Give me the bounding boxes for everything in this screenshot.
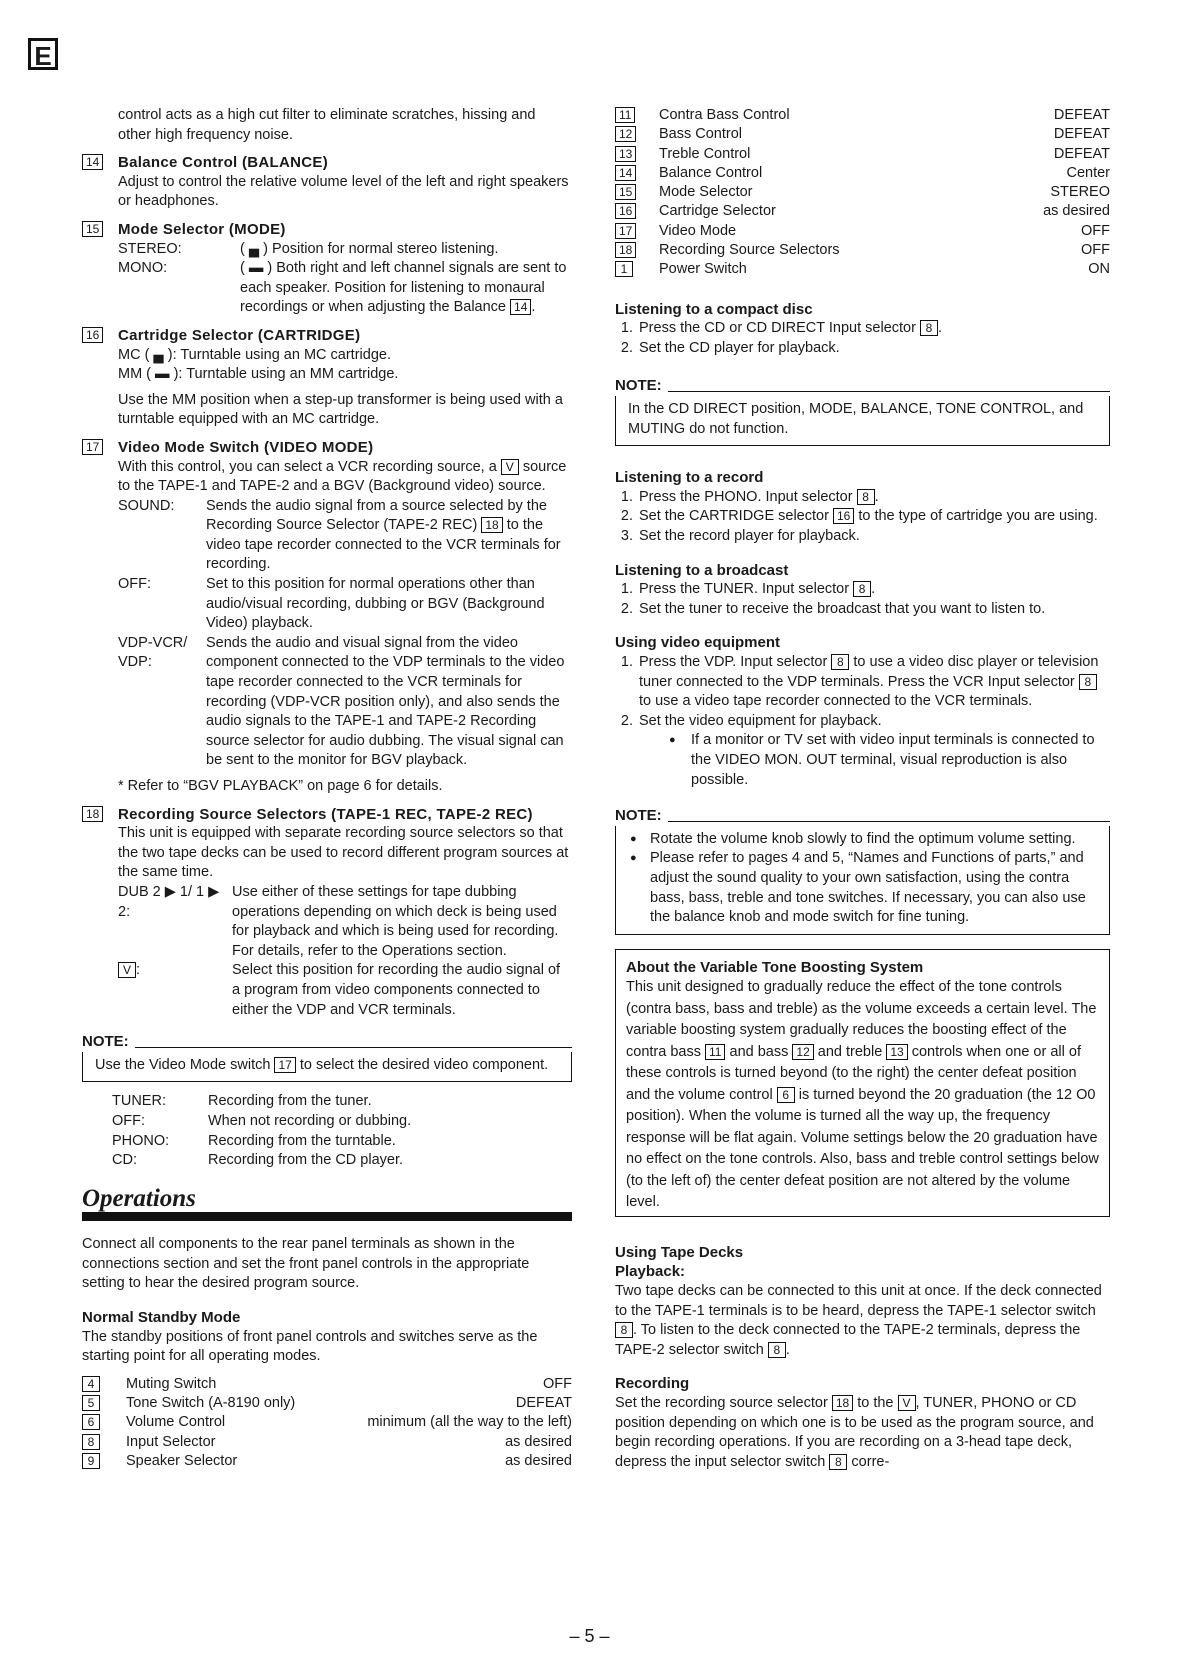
source-key: TUNER: bbox=[112, 1093, 166, 1110]
source-row bbox=[112, 1092, 572, 1112]
note-label-row bbox=[615, 376, 1110, 396]
text-part: , TUNER, PHONO or CD position depending on which one is to be used as the program source, and begin recording operations. If you are recording on a 3-head tape deck, depress the input selector switch bbox=[615, 1394, 1094, 1470]
item-number: 14 bbox=[615, 165, 636, 181]
section-text: Use the MM position when a step-up transformer is being used with a turntable equipped with an MC cartridge. bbox=[118, 391, 563, 428]
ref-number: 14 bbox=[510, 299, 531, 315]
v-box: V bbox=[898, 1395, 916, 1411]
bullet-item: ● If a monitor or TV set with video input terminals is connected to the VIDEO MON. OUT terminal, visual reproduction is also possible. bbox=[689, 731, 1110, 790]
step-text: . bbox=[937, 320, 942, 337]
step-text: Set the video equipment for playback. bbox=[639, 712, 882, 729]
option-row bbox=[118, 575, 572, 634]
recording-text bbox=[615, 1394, 1110, 1472]
recording-heading: Recording bbox=[615, 1375, 690, 1393]
step bbox=[637, 507, 1110, 527]
control-label: Video Mode bbox=[659, 222, 737, 239]
control-label: Tone Switch (A-8190 only) bbox=[126, 1395, 296, 1412]
step-text: to use a video disc player or television tuner connected to the VDP terminals. Press the VCR Input selector bbox=[639, 653, 1099, 690]
item-number: 15 bbox=[615, 184, 636, 200]
option-value: Use either of these settings for tape dubbing operations depending on which deck is being used for playback and which is being used for recording. For details, refer to the Operations section. bbox=[232, 883, 559, 959]
ref-number: 8 bbox=[1079, 674, 1097, 690]
step: 2. Set the CD player for playback. bbox=[637, 339, 1110, 359]
mode-section bbox=[82, 220, 572, 318]
item-number: 11 bbox=[615, 107, 635, 123]
right-column bbox=[615, 106, 1110, 1472]
cd-heading: Listening to a compact disc bbox=[615, 300, 813, 318]
item-number: 8 bbox=[82, 1434, 100, 1450]
note-box bbox=[615, 826, 1110, 935]
ref-number: 18 bbox=[832, 1395, 853, 1411]
control-value: as desired bbox=[505, 1433, 572, 1450]
control-label: Mode Selector bbox=[659, 184, 753, 201]
variable-tone-box bbox=[615, 949, 1110, 1217]
source-key: OFF: bbox=[112, 1112, 146, 1129]
item-number: 5 bbox=[82, 1395, 100, 1411]
note-label: NOTE: bbox=[615, 377, 662, 395]
note-box bbox=[82, 1052, 572, 1083]
section-title: Cartridge Selector (CARTRIDGE) bbox=[118, 326, 361, 344]
option-value-wrap: ( ▬ ) Both right and left channel signals are sent to each speaker. Position for listening to monaural recordings or when adjusting the Balance 14 . bbox=[240, 260, 567, 316]
option-row bbox=[118, 259, 572, 318]
standby-table-continued bbox=[615, 106, 1110, 280]
ref-number: 8 bbox=[831, 654, 849, 670]
control-label: Contra Bass Control bbox=[659, 107, 790, 123]
control-value: OFF bbox=[1081, 242, 1110, 259]
language-tab: E bbox=[28, 38, 58, 70]
intro-text: control acts as a high cut filter to eliminate scratches, hissing and other high frequency noise. bbox=[118, 107, 536, 143]
operations-rule bbox=[82, 1212, 572, 1221]
standby-row bbox=[82, 1452, 572, 1471]
text-part: and treble bbox=[817, 1043, 883, 1060]
control-label: Treble Control bbox=[659, 145, 751, 162]
source-value: Recording from the tuner. bbox=[208, 1093, 372, 1110]
standby-row bbox=[615, 241, 1110, 260]
note-text: to select the desired video component. bbox=[299, 1056, 549, 1073]
ref-number: 18 bbox=[481, 517, 502, 533]
control-label: Balance Control bbox=[659, 164, 763, 181]
step bbox=[637, 488, 1110, 508]
option-key: SOUND: bbox=[118, 497, 175, 514]
ref-number: 6 bbox=[777, 1087, 795, 1103]
text-part: Two tape decks can be connected to this unit at once. If the deck connected to the TAPE-1 terminals is to be heard, depress the TAPE-1 selector switch bbox=[615, 1282, 1102, 1319]
ref-number: 12 bbox=[792, 1044, 813, 1060]
item-number: 18 bbox=[615, 242, 636, 258]
section-text bbox=[118, 458, 572, 497]
cd-steps bbox=[615, 319, 1110, 358]
box-title: About the Variable Tone Boosting System bbox=[626, 958, 924, 976]
step-text: to the type of cartridge you are using. bbox=[858, 508, 1098, 525]
item-number: 16 bbox=[82, 327, 103, 343]
source-row bbox=[112, 1112, 572, 1132]
ref-number: 11 bbox=[705, 1044, 725, 1060]
step-text: Press the TUNER. Input selector bbox=[639, 581, 850, 598]
broadcast-heading: Listening to a broadcast bbox=[615, 561, 789, 579]
item-number: 14 bbox=[82, 154, 103, 170]
step-text: . bbox=[874, 488, 879, 505]
sub-bullets bbox=[639, 731, 1110, 790]
section-title: Balance Control (BALANCE) bbox=[118, 154, 329, 172]
text-part: This unit designed to gradually reduce the effect of the tone controls (contra bass, bass and treble) as the volume exceeds a certain level. The variable boosting system gradually reduces the boosting effect of the contra bass bbox=[626, 979, 1097, 1060]
control-value: OFF bbox=[1081, 222, 1110, 239]
left-column bbox=[82, 106, 572, 1471]
item-number: 17 bbox=[82, 439, 103, 455]
step bbox=[637, 580, 1110, 600]
note-bullets bbox=[620, 830, 1097, 928]
source-key: CD: bbox=[112, 1152, 137, 1169]
text-part: is turned beyond the 20 graduation (the 12 O0 position). When the volume is turned all the way up, the frequency response will be flat again. Volume settings below the 20 graduation have no effect on the tone controls. Also, bass and treble control settings below (to the left of) the center defeat position are not altered by the volume level. bbox=[626, 1086, 1099, 1211]
source-row bbox=[112, 1151, 572, 1171]
item-number: 15 bbox=[82, 221, 103, 237]
option-key: DUB 2 ▶ 1/ 1 ▶ 2: bbox=[118, 883, 220, 920]
standby-heading: Normal Standby Mode bbox=[82, 1309, 241, 1327]
v-box: V bbox=[501, 459, 519, 475]
item-number: 12 bbox=[615, 126, 636, 142]
option-row bbox=[118, 240, 572, 260]
standby-row bbox=[615, 125, 1110, 144]
control-value: DEFEAT bbox=[1053, 145, 1110, 162]
record-steps bbox=[615, 488, 1110, 547]
broadcast-steps bbox=[615, 580, 1110, 619]
ref-number: 8 bbox=[853, 581, 871, 597]
step: 2. Set the tuner to receive the broadcast that you want to listen to. bbox=[637, 600, 1110, 620]
item-number: 17 bbox=[615, 223, 636, 239]
section-title: Recording Source Selectors (TAPE-1 REC, TAPE-2 REC) bbox=[118, 805, 533, 823]
note-cd-direct bbox=[615, 376, 1110, 446]
source-value: When not recording or dubbing. bbox=[208, 1112, 412, 1129]
mc-text: MC ( ▄ ): Turntable using an MC cartridge. bbox=[118, 346, 391, 363]
option-value: ( ▬ ) Both right and left channel signals are sent to each speaker. Position for listening to monaural recordings or when adjusting the Balance bbox=[240, 260, 567, 316]
step bbox=[637, 319, 1110, 339]
option-value: to the video tape recorder connected to the VCR terminals for recording. bbox=[206, 517, 561, 573]
ref-number: 8 bbox=[920, 320, 938, 336]
box-text bbox=[626, 977, 1099, 1214]
section-title: Video Mode Switch (VIDEO MODE) bbox=[118, 438, 374, 456]
option-value: ( ▄ ) Position for normal stereo listening. bbox=[240, 240, 499, 257]
standby-row bbox=[615, 145, 1110, 164]
step bbox=[637, 712, 1110, 790]
note-label-row bbox=[615, 806, 1110, 826]
control-label: Volume Control bbox=[126, 1414, 226, 1431]
item-number: 18 bbox=[82, 806, 103, 822]
standby-table bbox=[82, 1375, 572, 1471]
text-part: With this control, you can select a VCR recording source, a bbox=[118, 458, 497, 475]
note-rule bbox=[668, 391, 1110, 392]
standby-row bbox=[82, 1413, 572, 1432]
standby-row bbox=[615, 202, 1110, 221]
step-text: Press the VDP. Input selector bbox=[639, 653, 828, 670]
playback-heading: Playback: bbox=[615, 1263, 686, 1281]
option-row bbox=[118, 883, 572, 961]
step-text: to use a video tape recorder connected to the VCR terminals. bbox=[639, 693, 1033, 710]
standby-row bbox=[615, 164, 1110, 183]
recording-source-section bbox=[82, 805, 572, 1021]
bullet-item: ● Rotate the volume knob slowly to find the optimum volume setting. bbox=[650, 830, 1097, 850]
control-label: Bass Control bbox=[659, 126, 743, 143]
option-key: OFF: bbox=[118, 576, 152, 593]
step bbox=[637, 653, 1110, 712]
note-rule bbox=[135, 1047, 572, 1048]
ref-number: 17 bbox=[274, 1057, 295, 1073]
text-part: and bass bbox=[729, 1043, 789, 1060]
source-value: Recording from the turntable. bbox=[208, 1132, 396, 1149]
ref-number: 8 bbox=[829, 1454, 847, 1470]
source-row bbox=[112, 1132, 572, 1152]
item-number: 13 bbox=[615, 146, 636, 162]
item-number: 6 bbox=[82, 1414, 100, 1430]
bullet-item: ● Please refer to pages 4 and 5, “Names and Functions of parts,” and adjust the sound quality to your own satisfaction, using the contra bass, bass, treble and tone switches. If necessary, you can also use the balance knob and mode switch for fine tuning. bbox=[650, 849, 1097, 927]
option-key-wrap: V : bbox=[118, 961, 232, 1020]
standby-row bbox=[82, 1375, 572, 1394]
standby-row bbox=[615, 183, 1110, 202]
text-part: . bbox=[785, 1341, 790, 1358]
option-value: Select this position for recording the audio signal of a program from video components connected to either the VDP and VCR terminals. bbox=[232, 962, 561, 1018]
balance-section bbox=[82, 153, 572, 212]
text-part: Set the recording source selector bbox=[615, 1394, 828, 1411]
section-title: Mode Selector (MODE) bbox=[118, 220, 286, 238]
item-number: 16 bbox=[615, 203, 636, 219]
control-label: Muting Switch bbox=[126, 1375, 217, 1392]
standby-row bbox=[615, 106, 1110, 125]
control-label: Power Switch bbox=[659, 261, 747, 278]
cartridge-section bbox=[82, 326, 572, 430]
option-row bbox=[118, 961, 572, 1020]
control-value: Center bbox=[1066, 164, 1110, 181]
control-label: Cartridge Selector bbox=[659, 203, 776, 220]
item-number: 9 bbox=[82, 1453, 100, 1469]
control-value: STEREO bbox=[1050, 184, 1110, 201]
video-steps bbox=[615, 653, 1110, 790]
tape-heading: Using Tape Decks bbox=[615, 1243, 744, 1261]
note-label: NOTE: bbox=[82, 1033, 129, 1051]
option-key: VDP-VCR/ VDP: bbox=[118, 634, 188, 671]
text-part: source to the TAPE-1 and TAPE-2 and a BGV (Background video) source. bbox=[118, 458, 567, 495]
step: 3. Set the record player for playback. bbox=[637, 527, 1110, 547]
note-volume bbox=[615, 806, 1110, 935]
section-text: Adjust to control the relative volume level of the left and right speakers or headphones. bbox=[118, 173, 569, 210]
page-number: – 5 – bbox=[569, 1626, 610, 1646]
v-box: V bbox=[118, 962, 136, 978]
step-text: . bbox=[871, 581, 876, 598]
control-value: ON bbox=[1088, 261, 1110, 278]
standby-row bbox=[615, 260, 1110, 279]
note-box: In the CD DIRECT position, MODE, BALANCE, TONE CONTROL, and MUTING do not function. bbox=[615, 396, 1110, 446]
option-key: MONO: bbox=[118, 260, 168, 277]
operations-heading: Operations bbox=[82, 1184, 196, 1212]
ref-number: 16 bbox=[833, 508, 854, 524]
control-label: Recording Source Selectors bbox=[659, 242, 840, 259]
note-rule bbox=[668, 821, 1110, 822]
control-value: as desired bbox=[505, 1453, 572, 1470]
playback-text bbox=[615, 1282, 1110, 1360]
refer-note: * Refer to “BGV PLAYBACK” on page 6 for details. bbox=[118, 778, 443, 794]
option-value: Set to this position for normal operations other than audio/visual recording, dubbing or BGV (Background Video) playback. bbox=[206, 576, 545, 632]
ref-number: 13 bbox=[886, 1044, 907, 1060]
ref-number: 8 bbox=[857, 489, 875, 505]
note-text: Use the Video Mode switch bbox=[95, 1056, 271, 1073]
control-label: Input Selector bbox=[126, 1433, 216, 1450]
text-part: controls when one or all of these controls is turned beyond (to the right) the center defeat position and the volume control bbox=[626, 1043, 1081, 1103]
option-value: Sends the audio signal from a source selected by the Recording Source Selector (TAPE-2 REC) bbox=[206, 497, 547, 534]
control-value: DEFEAT bbox=[1053, 107, 1110, 123]
section-text: This unit is equipped with separate recording source selectors so that the two tape decks can be used to record different program sources at the same time. bbox=[118, 825, 569, 881]
record-heading: Listening to a record bbox=[615, 469, 764, 487]
video-heading: Using video equipment bbox=[615, 634, 781, 652]
step-text: Press the CD or CD DIRECT Input selector bbox=[639, 320, 916, 337]
standby-row bbox=[82, 1433, 572, 1452]
mm-text: MM ( ▬ ): Turntable using an MM cartridge. bbox=[118, 366, 399, 383]
source-value: Recording from the CD player. bbox=[208, 1152, 404, 1169]
control-value: DEFEAT bbox=[1053, 126, 1110, 143]
text-part: to the bbox=[857, 1394, 894, 1411]
note-label-row bbox=[82, 1032, 572, 1052]
item-number: 4 bbox=[82, 1376, 100, 1392]
option-row bbox=[118, 634, 572, 771]
ref-number: 8 bbox=[768, 1342, 786, 1358]
option-value-wrap bbox=[206, 497, 572, 575]
option-key: STEREO: bbox=[118, 240, 182, 257]
source-list bbox=[82, 1092, 572, 1170]
option-row bbox=[118, 497, 572, 575]
standby-row bbox=[615, 222, 1110, 241]
note-video-mode bbox=[82, 1032, 572, 1082]
control-value: DEFEAT bbox=[515, 1395, 572, 1412]
step-text: Press the PHONO. Input selector bbox=[639, 488, 853, 505]
text-part: . To listen to the deck connected to the TAPE-2 terminals, depress the TAPE-2 selector switch bbox=[615, 1322, 1081, 1358]
control-value: minimum (all the way to the left) bbox=[367, 1414, 572, 1431]
control-value: OFF bbox=[543, 1375, 572, 1392]
note-label: NOTE: bbox=[615, 807, 662, 825]
option-value: Sends the audio and visual signal from the video component connected to the VDP terminals to the video tape recorder connected to the VCR terminals for recording (VDP-VCR position only), and also sends the audio signals to the TAPE-1 and TAPE-2 Recording source selector for audio dubbing. The visual signal can be sent to the monitor for BGV playback. bbox=[206, 634, 565, 769]
standby-text: The standby positions of front panel controls and switches serve as the starting point for all operating modes. bbox=[82, 1328, 538, 1365]
source-key: PHONO: bbox=[112, 1132, 170, 1149]
standby-row bbox=[82, 1394, 572, 1413]
item-number: 1 bbox=[615, 261, 633, 277]
ref-number: 8 bbox=[615, 1322, 633, 1338]
video-mode-section bbox=[82, 438, 572, 797]
step-text: Set the CARTRIDGE selector bbox=[639, 508, 829, 525]
operations-text: Connect all components to the rear panel terminals as shown in the connections section and set the front panel controls in the appropriate setting to hear the desired program source. bbox=[82, 1236, 530, 1292]
control-value: as desired bbox=[1043, 203, 1110, 220]
text-part: corre- bbox=[851, 1453, 890, 1470]
control-label: Speaker Selector bbox=[126, 1453, 238, 1470]
